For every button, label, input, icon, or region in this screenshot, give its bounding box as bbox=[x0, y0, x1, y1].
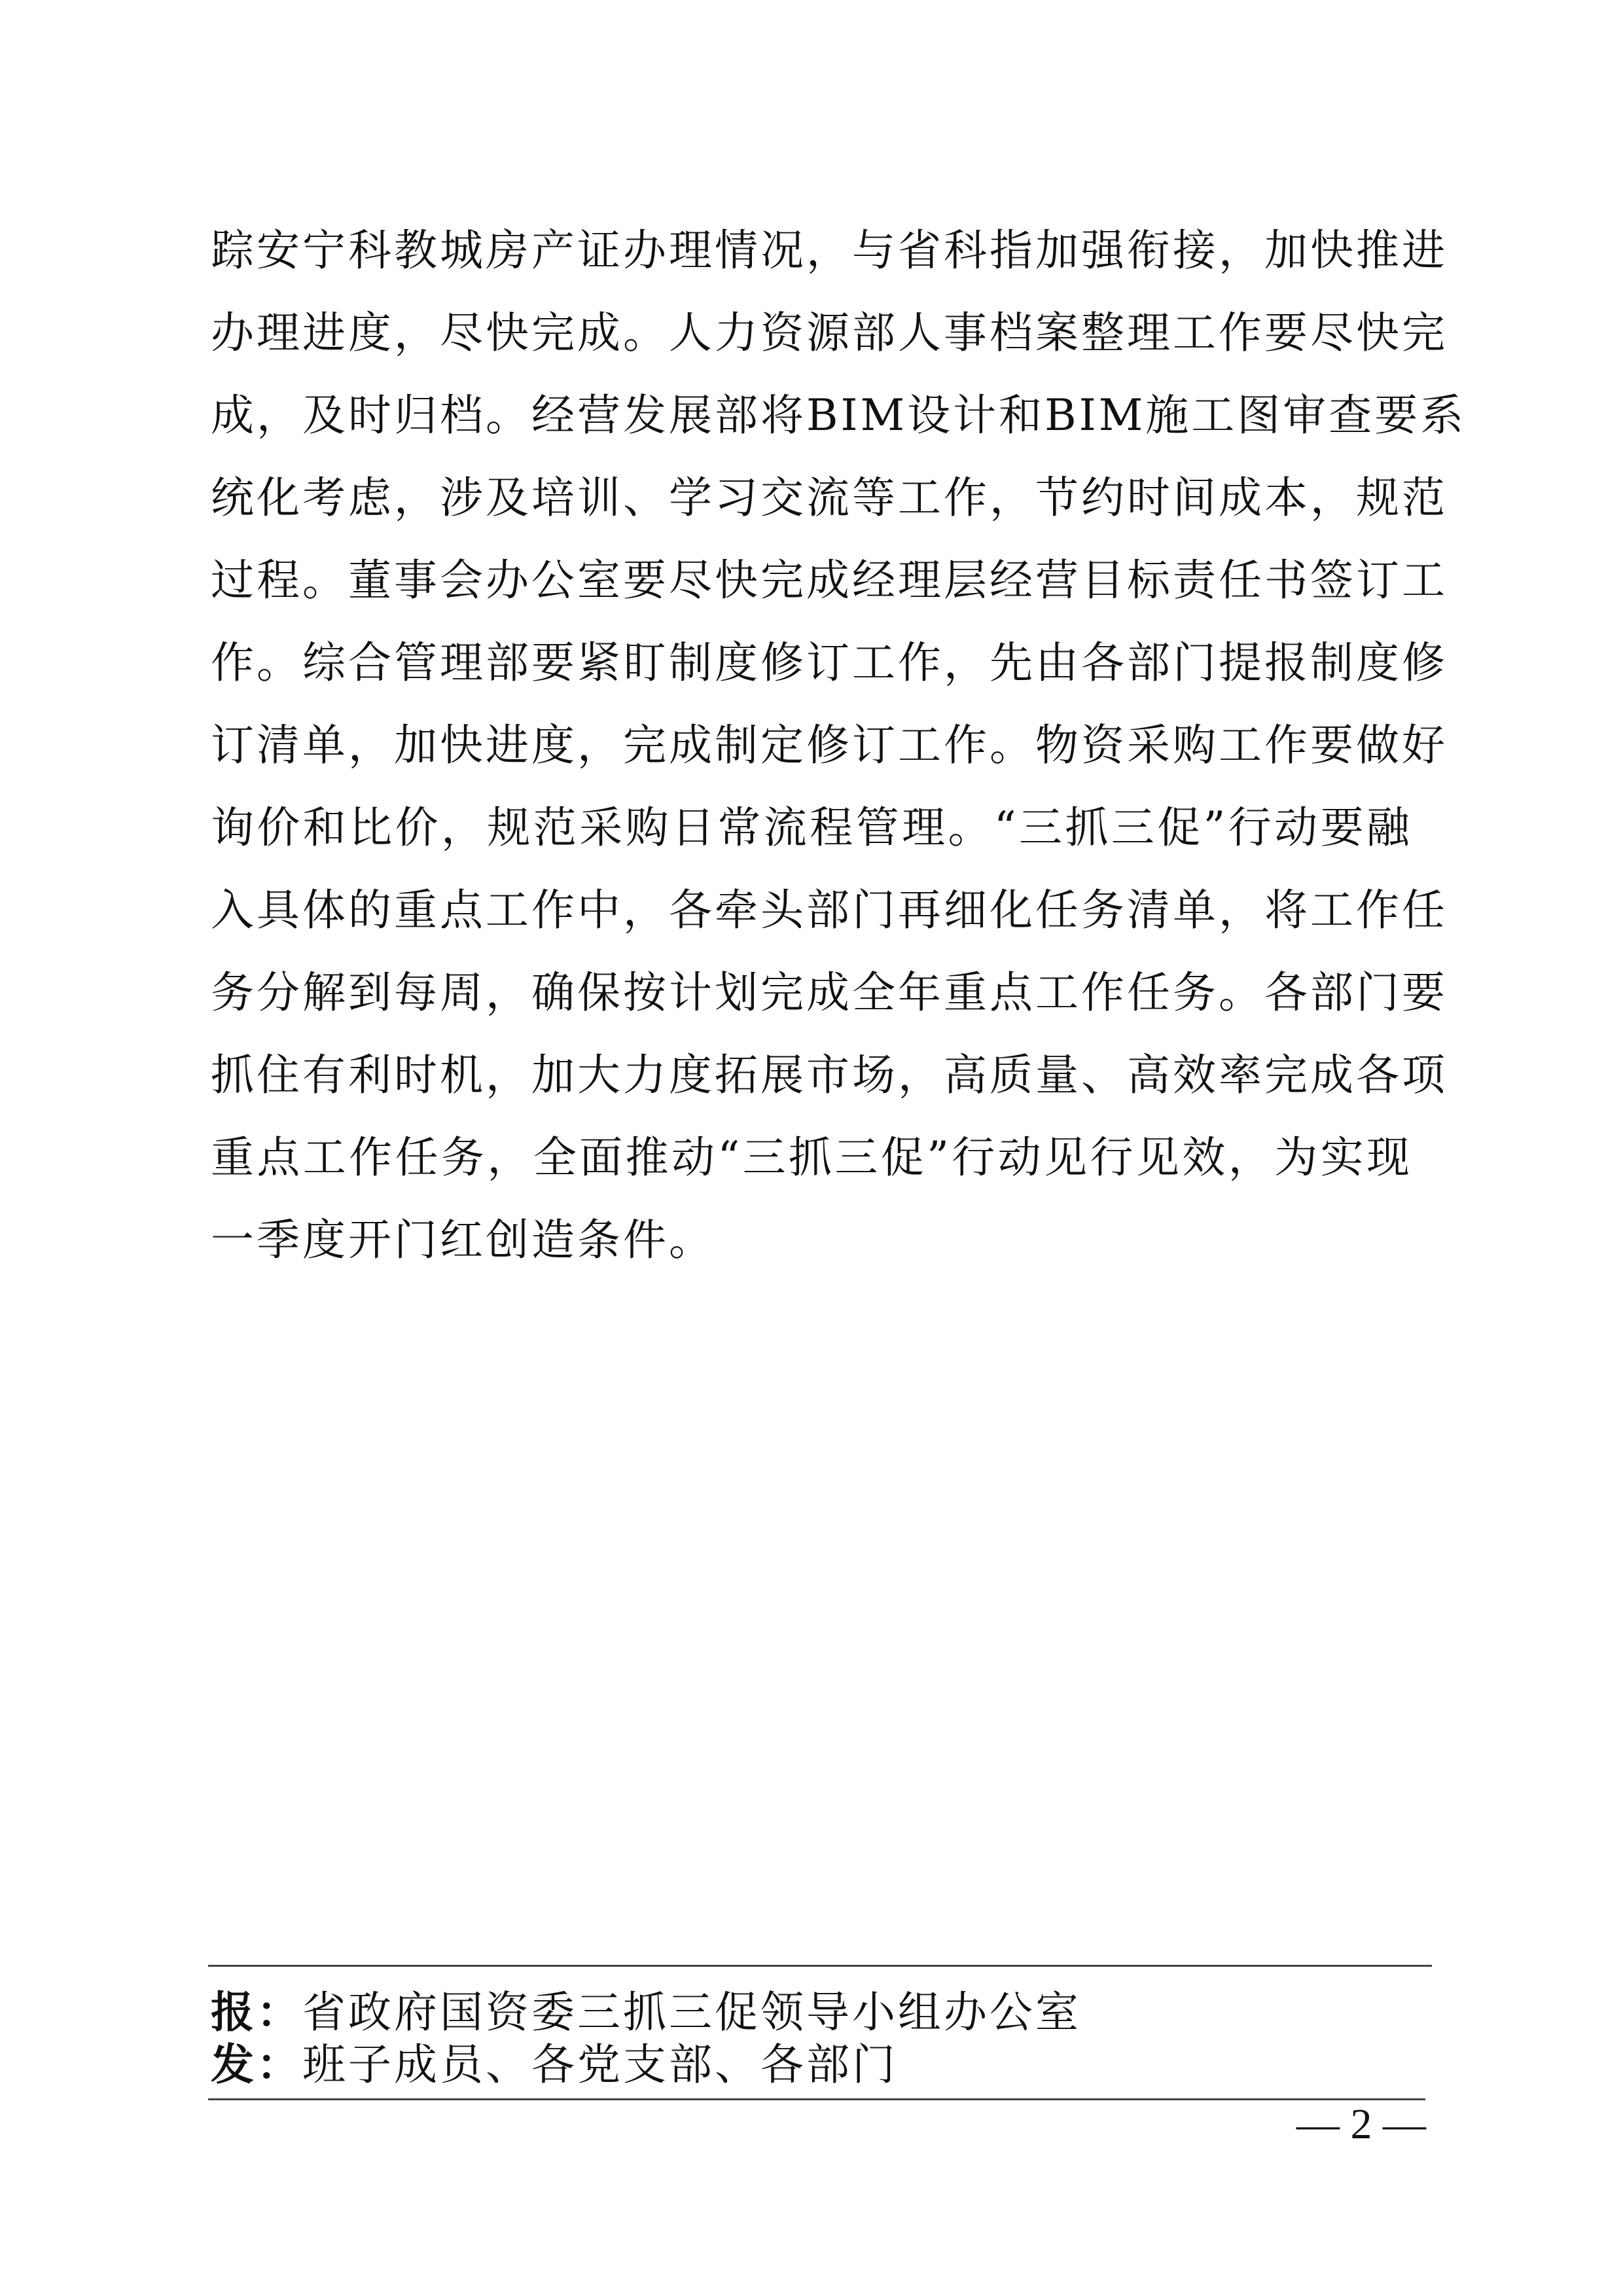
send-to-value: 班子成员、各党支部、各部门 bbox=[302, 2039, 898, 2090]
distribution-top-rule bbox=[208, 1965, 1432, 1967]
report-to-label: 报： bbox=[211, 1987, 302, 2037]
body-line: 务分解到每周，确保按计划完成全年重点工作任务。各部门要 bbox=[211, 967, 1448, 1018]
body-line: 作。综合管理部要紧盯制度修订工作，先由各部门提报制度修 bbox=[211, 637, 1448, 688]
body-line: 办理进度，尽快完成。人力资源部人事档案整理工作要尽快完 bbox=[211, 308, 1448, 358]
body-line: 抓住有利时机，加大力度拓展市场，高质量、高效率完成各项 bbox=[211, 1050, 1448, 1100]
body-text bbox=[211, 209, 1467, 1282]
distribution-bottom-rule bbox=[208, 2098, 1425, 2100]
body-line: 踪安宁科教城房产证办理情况，与省科指加强衔接，加快推进 bbox=[211, 225, 1448, 276]
send-to-label: 发： bbox=[211, 2039, 302, 2090]
body-line: 入具体的重点工作中，各牵头部门再细化任务清单，将工作任 bbox=[211, 885, 1448, 935]
body-line: 订清单，加快进度，完成制定修订工作。物资采购工作要做好 bbox=[211, 720, 1448, 770]
report-to-value: 省政府国资委三抓三促领导小组办公室 bbox=[302, 1987, 1081, 2037]
body-line: 成，及时归档。经营发展部将BIM设计和BIM施工图审查要系 bbox=[211, 390, 1467, 440]
page-number: — 2 — bbox=[1296, 2100, 1426, 2148]
send-to-line bbox=[211, 2036, 1415, 2094]
body-line: 过程。董事会办公室要尽快完成经理层经营目标责任书签订工 bbox=[211, 555, 1448, 605]
report-to-line bbox=[211, 1983, 1415, 2042]
body-line: 询价和比价，规范采购日常流程管理。“三抓三促”行动要融 bbox=[211, 802, 1412, 853]
body-line: 重点工作任务，全面推动“三抓三促”行动见行见效，为实现 bbox=[211, 1132, 1412, 1183]
body-line: 一季度开门红创造条件。 bbox=[211, 1215, 715, 1265]
body-line: 统化考虑，涉及培训、学习交流等工作，节约时间成本，规范 bbox=[211, 473, 1448, 523]
